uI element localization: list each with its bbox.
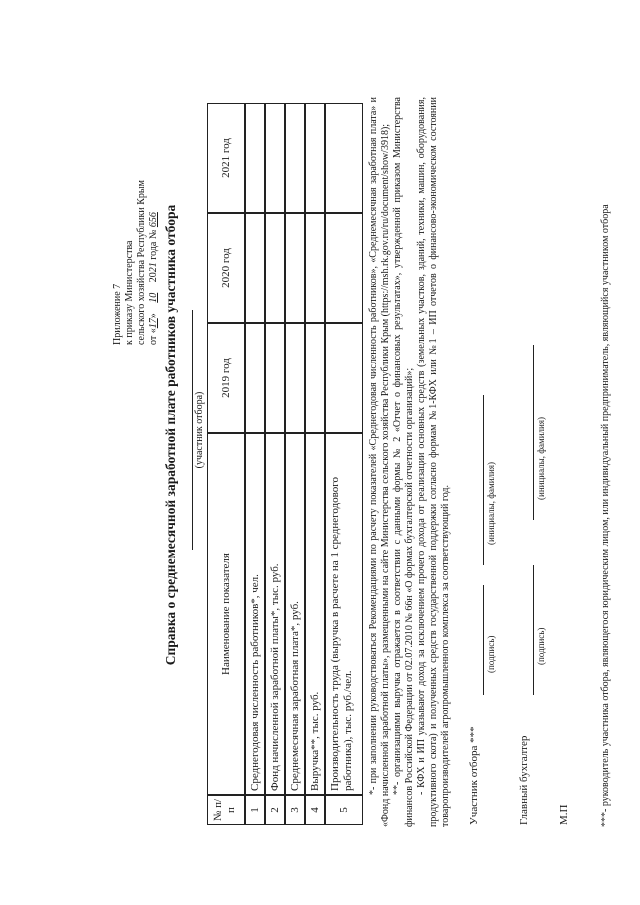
date-month: 10 <box>148 292 159 303</box>
row-1-num: 1 <box>245 795 265 825</box>
row-2-num: 2 <box>265 795 285 825</box>
row-5-2019 <box>325 323 363 433</box>
header-year-2019: 2019 год <box>207 323 245 433</box>
row-1-2019 <box>245 323 265 433</box>
date-mid-1: » <box>148 313 159 319</box>
order-number: 656 <box>148 212 159 228</box>
accountant-label: Главный бухгалтер <box>518 735 530 825</box>
row-5-num: 5 <box>325 795 363 825</box>
notes-block <box>368 97 452 827</box>
row-3-2020 <box>285 213 305 323</box>
row-5-2021 <box>325 103 363 213</box>
bottom-footnote: ***- руководитель участника отбора, являющегося юридическим лицом, или индивидуальный предприниматель, являющийся участником отбора <box>600 204 611 827</box>
appendix-line-1: Приложение 7 <box>112 283 123 345</box>
header-name: Наименование показателя <box>207 433 245 795</box>
row-2-2021 <box>265 103 285 213</box>
participant-sign-caption: (подпись) <box>486 635 496 673</box>
row-4-2021 <box>305 103 325 213</box>
appendix-line-2: к приказу Министерства <box>124 240 135 345</box>
row-1-name: Среднегодовая численность работников*, чел. <box>245 433 265 795</box>
row-4-2019 <box>305 323 325 433</box>
participant-caption: (участник отбора) <box>194 391 205 469</box>
stamp-label: М.П <box>558 804 570 825</box>
accountant-sign-caption: (подпись) <box>536 627 546 665</box>
row-5-2020 <box>325 213 363 323</box>
row-3-2019 <box>285 323 305 433</box>
appendix-line-4 <box>148 115 160 345</box>
row-4-2020 <box>305 213 325 323</box>
year-prefix: 20 <box>148 272 159 283</box>
row-2-name: Фонд начисленной заработной платы*, тыс. руб. <box>265 433 285 795</box>
header-num: № п/п <box>207 795 245 825</box>
row-3-2021 <box>285 103 305 213</box>
row-5-name: Производительность труда (выручка в расчете на 1 среднегодового работника), тыс. руб./чел. <box>325 433 363 795</box>
row-4-name: Выручка**, тыс. руб. <box>305 433 325 795</box>
year-suffix: 21 <box>148 262 159 273</box>
header-year-2020: 2020 год <box>207 213 245 323</box>
row-3-name: Среднемесячная заработная плата*, руб. <box>285 433 305 795</box>
row-1-2020 <box>245 213 265 323</box>
accountant-sign-line <box>533 565 534 695</box>
note-1: *- при заполнении руководствоваться Рекомендациями по расчету показателей «Среднегодовая численность работников», «Среднемесячная заработная плата» и «Фонд начисленной заработной платы», размещенными на сайте Министерства сельского хозяйства Республики Крым (https://msh.rk.gov.ru/ru/document/show/3918); <box>368 97 391 827</box>
row-4-num: 4 <box>305 795 325 825</box>
row-1-2021 <box>245 103 265 213</box>
date-day: 17 <box>148 318 159 329</box>
note-2: **- организациями выручка отражается в соответствии с данными формы № 2 «Отчет о финансовых результатах», утвержденной приказом Министерства финансов Российской Федерации от 02.07.2010 № 66н «О формах бухгалтерской отчетности организаций»; <box>392 97 415 827</box>
participant-label: Участник отбора *** <box>468 726 480 825</box>
participant-name-caption: (инициалы, фамилия) <box>486 462 496 545</box>
header-year-2021: 2021 год <box>207 103 245 213</box>
date-mid-2: года № <box>148 229 159 260</box>
participant-line <box>192 310 193 550</box>
row-2-2019 <box>265 323 285 433</box>
participant-name-line <box>483 395 484 565</box>
accountant-name-caption: (инициалы, фамилия) <box>536 417 546 500</box>
row-2-2020 <box>265 213 285 323</box>
accountant-name-line <box>533 345 534 520</box>
appendix-block <box>112 115 160 345</box>
date-prefix: от « <box>148 328 159 345</box>
row-3-num: 3 <box>285 795 305 825</box>
appendix-line-3: сельского хозяйства Республики Крым <box>136 180 147 345</box>
participant-sign-line <box>483 585 484 695</box>
document-title: Справка о среднемесячной заработной плате работников участника отбора <box>163 204 178 666</box>
note-3: - КФХ и ИП указывают доход за исключением прочего дохода от реализации основных средств (земельных участков, зданий, техники, машин, оборудования, продуктивного скота) и полученных средств государственной поддержки согласно формам №1-КФХ или №1 – ИП отчетов о финансово-экономическом состоянии товаропроизводителей агропромышленного комплекса за соответствующий год. <box>416 97 451 827</box>
